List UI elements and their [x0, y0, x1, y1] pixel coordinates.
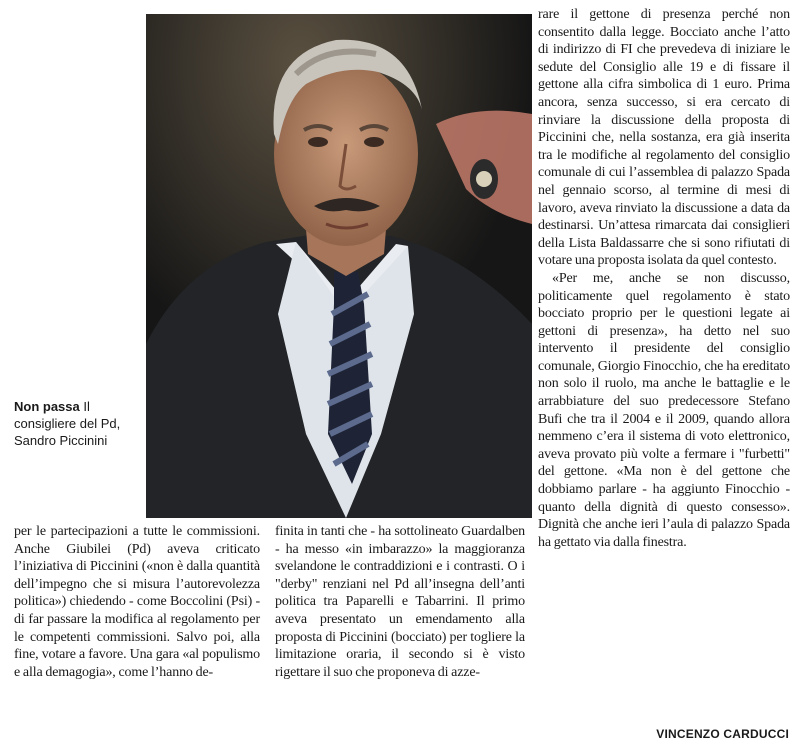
article-paragraph: rare il gettone di presenza perché non consentito dalla legge. Bocciato anche l’atto di indirizzo di FI che prevedeva di iniziare le sedute del Consiglio alle 19 e di fissare il gettone alla cifra simbolica di 1 euro. Prima ancora, senza successo, si era cercato di rinviare la discussione della proposta di Piccinini che, nella sostanza, era già inserita tra le modifiche al regolamento del consiglio comunale di cui l’assemblea di palazzo Spada nel gennaio scorso, al termine di mesi di lavoro, aveva rinviato la discussione a data da destinarsi. Un’attesa rimarcata dai consiglieri della Lista Baldassarre che si sono rifiutati di votare una proposta isolata da quel contesto. [538, 7, 790, 269]
article-column-left [14, 523, 260, 681]
author-byline: VINCENZO CARDUCCI [656, 727, 789, 741]
article-paragraph: per le partecipazioni a tutte le commissioni. Anche Giubilei (Pd) aveva criticato l’iniziativa di Piccinini («non è dalla quantità dell’impegno che si misura l’autorevolezza politica») chiedendo - come Boccolini (Psi) - di far passare la modifica al regolamento per le competenti commissioni. Salvo poi, alla fine, votare a favore. Una gara «al populismo e alla demagogia», come l’hanno de- [14, 524, 260, 680]
caption-lead: Non passa [14, 399, 80, 414]
article-paragraph: «Per me, anche se non discusso, politicamente quel regolamento è stato bocciato proprio per le questioni legate ai gettoni di presenza», ha detto nel suo intervento il presidente del consiglio comunale, Giorgio Finocchio, che ha ereditato non solo il ruolo, ma anche le battaglie e le arrabbiature del suo predecessore Stefano Bufi che tra il 2004 e il 2009, quando allora nemmeno c’era il sistema di voto elettronico, aveva provato più volte a fermare i "furbetti" del gettone. «Ma non è del gettone che dobbiamo parlare - ha aggiunto Finocchio - quanto della dignità di questo consesso». Dignità che anche ieri l’aula di palazzo Spada ha gettato via dalla finestra. [538, 270, 790, 550]
article-column-right [538, 6, 790, 551]
article-photo [146, 14, 532, 518]
article-column-middle [275, 523, 525, 681]
photo-caption [14, 398, 132, 449]
article-paragraph: finita in tanti che - ha sottolineato Guardalben - ha messo «in imbarazzo» la maggioranza svelandone le contraddizioni e i contrasti. O i "derby" renziani nel Pd all’insegna dell’anti politica tra Paparelli e Tabarrini. Il primo aveva presentato un emendamento alla proposta di Piccinini (bocciato) per togliere la limitazione oraria, il secondo si è visto rigettare il suo che proponeva di azze- [275, 524, 525, 680]
caption-text: Il consigliere del Pd, Sandro Piccinini [14, 399, 121, 448]
